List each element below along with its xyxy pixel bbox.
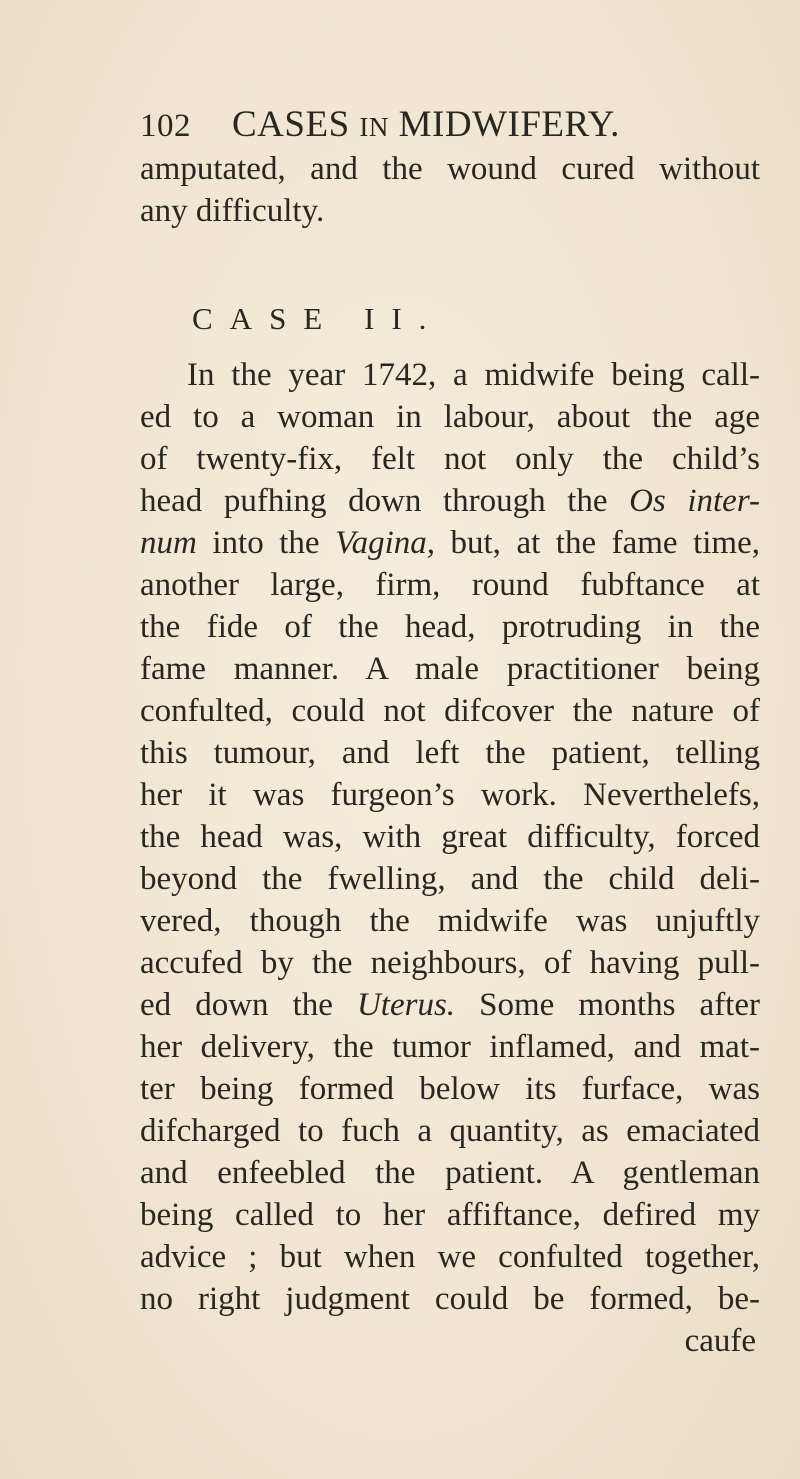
- text-line: no right judgment could be formed, be-: [140, 1281, 760, 1317]
- text-line: vered, though the midwife was unjuftly: [140, 903, 760, 939]
- text-line: this tumour, and left the patient, telling: [140, 735, 760, 771]
- text-line: [140, 480, 760, 522]
- text-line: ed to a woman in labour, about the age: [140, 399, 760, 435]
- carryover-line-2: any difficulty.: [140, 193, 325, 229]
- carryover-line-1: amputated, and the wound cured without: [140, 151, 760, 187]
- text-line: In the year 1742, a midwife being call-: [187, 357, 760, 393]
- body-text: [140, 148, 760, 1362]
- text-line: the head was, with great difficulty, forced: [140, 819, 760, 855]
- text-line: beyond the fwelling, and the child deli-: [140, 861, 760, 897]
- text-span: ed down the: [140, 987, 357, 1023]
- text-span: into the: [196, 525, 336, 561]
- running-head: [140, 100, 760, 150]
- text-line: advice ; but when we confulted together,: [140, 1239, 760, 1275]
- running-head-title-a: CASES: [232, 104, 350, 145]
- latin-term-num: num: [140, 525, 197, 561]
- text-line: [140, 984, 760, 1026]
- latin-term-vagina: Vagina,: [335, 525, 435, 561]
- running-head-title-b: MIDWIFERY.: [398, 104, 620, 145]
- text-line: confulted, could not difcover the nature of: [140, 693, 760, 729]
- text-span: head pufhing down through the: [140, 483, 630, 519]
- text-span: but, at the fame time,: [434, 525, 760, 561]
- text-line: of twenty-fix, felt not only the child’s: [140, 441, 760, 477]
- page-number: 102: [140, 108, 191, 144]
- text-line: her delivery, the tumor inflamed, and mat-: [140, 1029, 760, 1065]
- text-line: fame manner. A male practitioner being: [140, 651, 760, 687]
- latin-term-os-internum: Os inter-: [629, 483, 760, 519]
- text-line: the fide of the head, protruding in the: [140, 609, 760, 645]
- text-line: and enfeebled the patient. A gentleman: [140, 1155, 760, 1191]
- text-line: another large, firm, round fubftance at: [140, 567, 760, 603]
- text-line: [140, 522, 760, 564]
- catchword: caufe: [684, 1323, 756, 1359]
- text-line: ter being formed below its furface, was: [140, 1071, 760, 1107]
- text-line: her it was furgeon’s work. Neverthelefs,: [140, 777, 760, 813]
- case-heading: CASE II.: [192, 301, 444, 336]
- text-line: accufed by the neighbours, of having pull-: [140, 945, 760, 981]
- text-span: Some months after: [455, 987, 760, 1023]
- text-line: being called to her affiftance, defired my: [140, 1197, 760, 1233]
- latin-term-uterus: Uterus.: [356, 987, 456, 1023]
- running-head-title-in: IN: [359, 112, 389, 142]
- text-line: difcharged to fuch a quantity, as emaciated: [140, 1113, 760, 1149]
